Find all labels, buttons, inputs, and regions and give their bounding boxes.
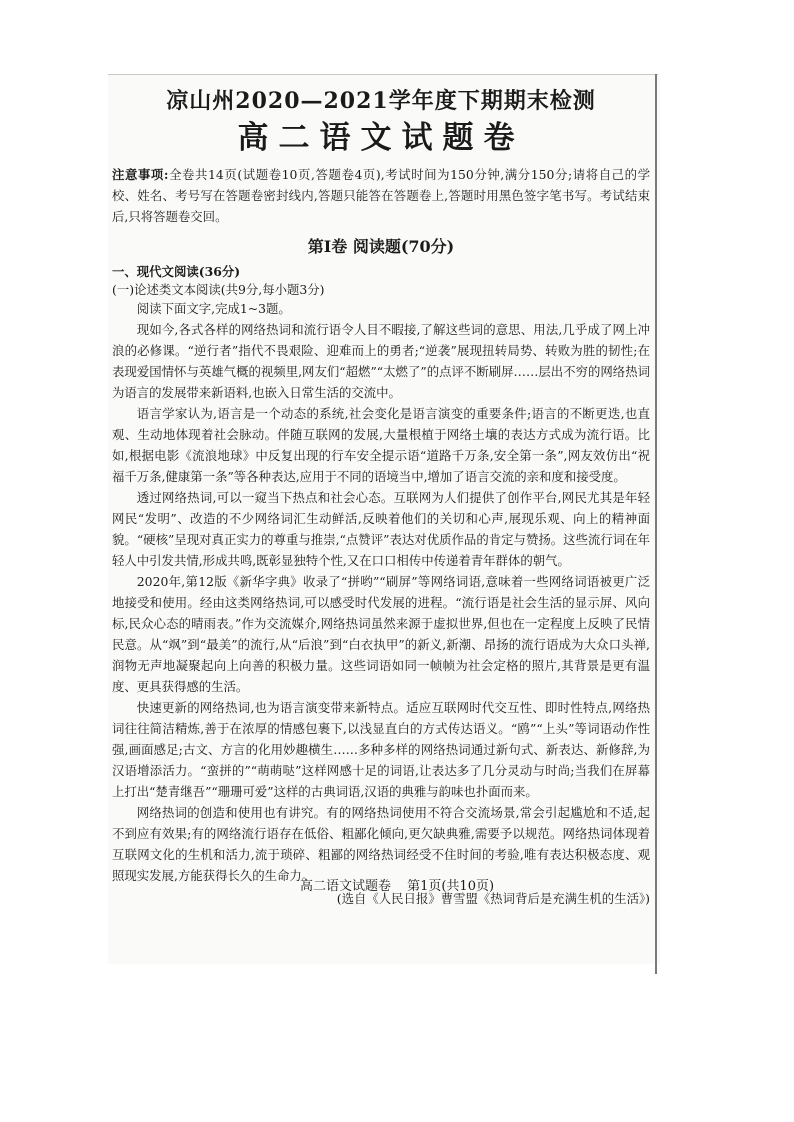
article-paragraph: 2020年,第12版《新华字典》收录了“拼哟”“刷屏”等网络词语,意味着一些网络词语被更广泛地接受和使用。经由这类网络热词,可以感受时代发展的进程。“流行语是社会生活的显示屏、风向标,民众心态的晴雨表。”作为交流媒介,网络热词虽然来源于虚拟世界,但也在一定程度上反映了民情民意。从“飒”到“最美”的流行,从“后浪”到“白衣执甲”的新义,新潮、昂扬的流行语成为大众口头禅,润物无声地凝聚起向上向善的积极力量。这些词语如同一帧帧为社会定格的照片,其背景是更有温度、更具获得感的生活。 <box>112 574 650 694</box>
article-source: (选自《人民日报》曹雪盟《热词背后是充满生机的生活》) <box>336 891 650 906</box>
subpart-heading: (一)论述类文本阅读(共9分,每小题3分) <box>112 282 325 297</box>
notice-text: 全卷共14页(试题卷10页,答题卷4页),考试时间为150分钟,满分150分;请将自己的学校、姓名、考号写在答题卷密封线内,答题只能答在答题卷上,答题时用黑色签字笔书写。考试结束后,只将答题卷交回。 <box>112 167 651 224</box>
footer-paper-name: 高二语文试题卷 <box>299 879 391 894</box>
notice <box>112 164 650 227</box>
scan-edge-right <box>655 74 657 974</box>
exam-title-line2: 高二语文试题卷 <box>237 120 525 156</box>
footer-page-info: 第1页(共10页) <box>407 879 495 894</box>
article-body <box>112 319 650 886</box>
section-title: 第Ⅰ卷 阅读题(70分) <box>307 237 455 256</box>
article-paragraph: 快速更新的网络热词,也为语言演变带来新特点。适应互联网时代交互性、即时性特点,网络热词往往简洁精炼,善于在浓厚的情感包裹下,以浅显直白的方式传达语义。“鸥”“上头”等词语动作性强,画面感足;古文、方言的化用妙趣横生……多种多样的网络热词通过新句式、新表达、新修辞,为汉语增添活力。“蛮拼的”“萌萌哒”这样网感十足的词语,让表达多了几分灵动与时尚;当我们在屏幕上打出“楚青继吾”“珊珊可爱”这样的古典词语,汉语的典雅与韵味也扑面而来。 <box>112 700 650 799</box>
scan-edge-top <box>108 74 658 75</box>
notice-label: 注意事项: <box>112 167 169 182</box>
article-paragraph: 网络热词的创造和使用也有讲究。有的网络热词使用不符合交流场景,常会引起尴尬和不适,起不到应有效果;有的网络流行语存在低俗、粗鄙化倾向,更欠缺典雅,需要予以规范。网络热词体现着互联网文化的生机和活力,流于琐碎、粗鄙的网络热词经受不住时间的考验,唯有表达积极态度、观照现实发展,方能获得长久的生命力。 <box>112 805 650 883</box>
article-paragraph: 语言学家认为,语言是一个动态的系统,社会变化是语言演变的重要条件;语言的不断更迭,也直观、生动地体现着社会脉动。伴随互联网的发展,大量根植于网络土壤的表达方式成为流行语。比如,根据电影《流浪地球》中反复出现的行车安全提示语“道路千万条,安全第一条”,网友效仿出“祝福千万条,健康第一条”等各种表达,应用于不同的语境当中,增加了语言交流的亲和度和接受度。 <box>112 406 650 484</box>
reading-instruction: 阅读下面文字,完成1~3题。 <box>136 301 291 316</box>
page-footer <box>0 878 794 896</box>
part-heading: 一、现代文阅读(36分) <box>112 264 241 279</box>
exam-title-line1: 凉山州2020—2021学年度下期期末检测 <box>166 88 596 114</box>
article-paragraph: 透过网络热词,可以一窥当下热点和社会心态。互联网为人们提供了创作平台,网民尤其是年轻网民“发明”、改造的不少网络词汇生动鲜活,反映着他们的关切和心声,展现乐观、向上的精神面貌。“硬核”呈现对真正实力的尊重与推崇,“点赞评”表达对优质作品的肯定与赞扬。这些流行词在年轻人中引发共情,形成共鸣,既彰显独特个性,又在口口相传中传递着青年群体的朝气。 <box>112 490 650 568</box>
exam-page <box>112 86 650 909</box>
article-paragraph: 现如今,各式各样的网络热词和流行语令人目不暇接,了解这些词的意思、用法,几乎成了网上冲浪的必修课。“逆行者”指代不畏艰险、迎难而上的勇者;“逆袭”展现扭转局势、转败为胜的韧性;在表现爱国情怀与英雄气概的视频里,网友们“超燃”“太燃了”的点评不断刷屏……层出不穷的网络热词为语言的发展带来新语料,也嵌入日常生活的交流中。 <box>112 322 650 400</box>
